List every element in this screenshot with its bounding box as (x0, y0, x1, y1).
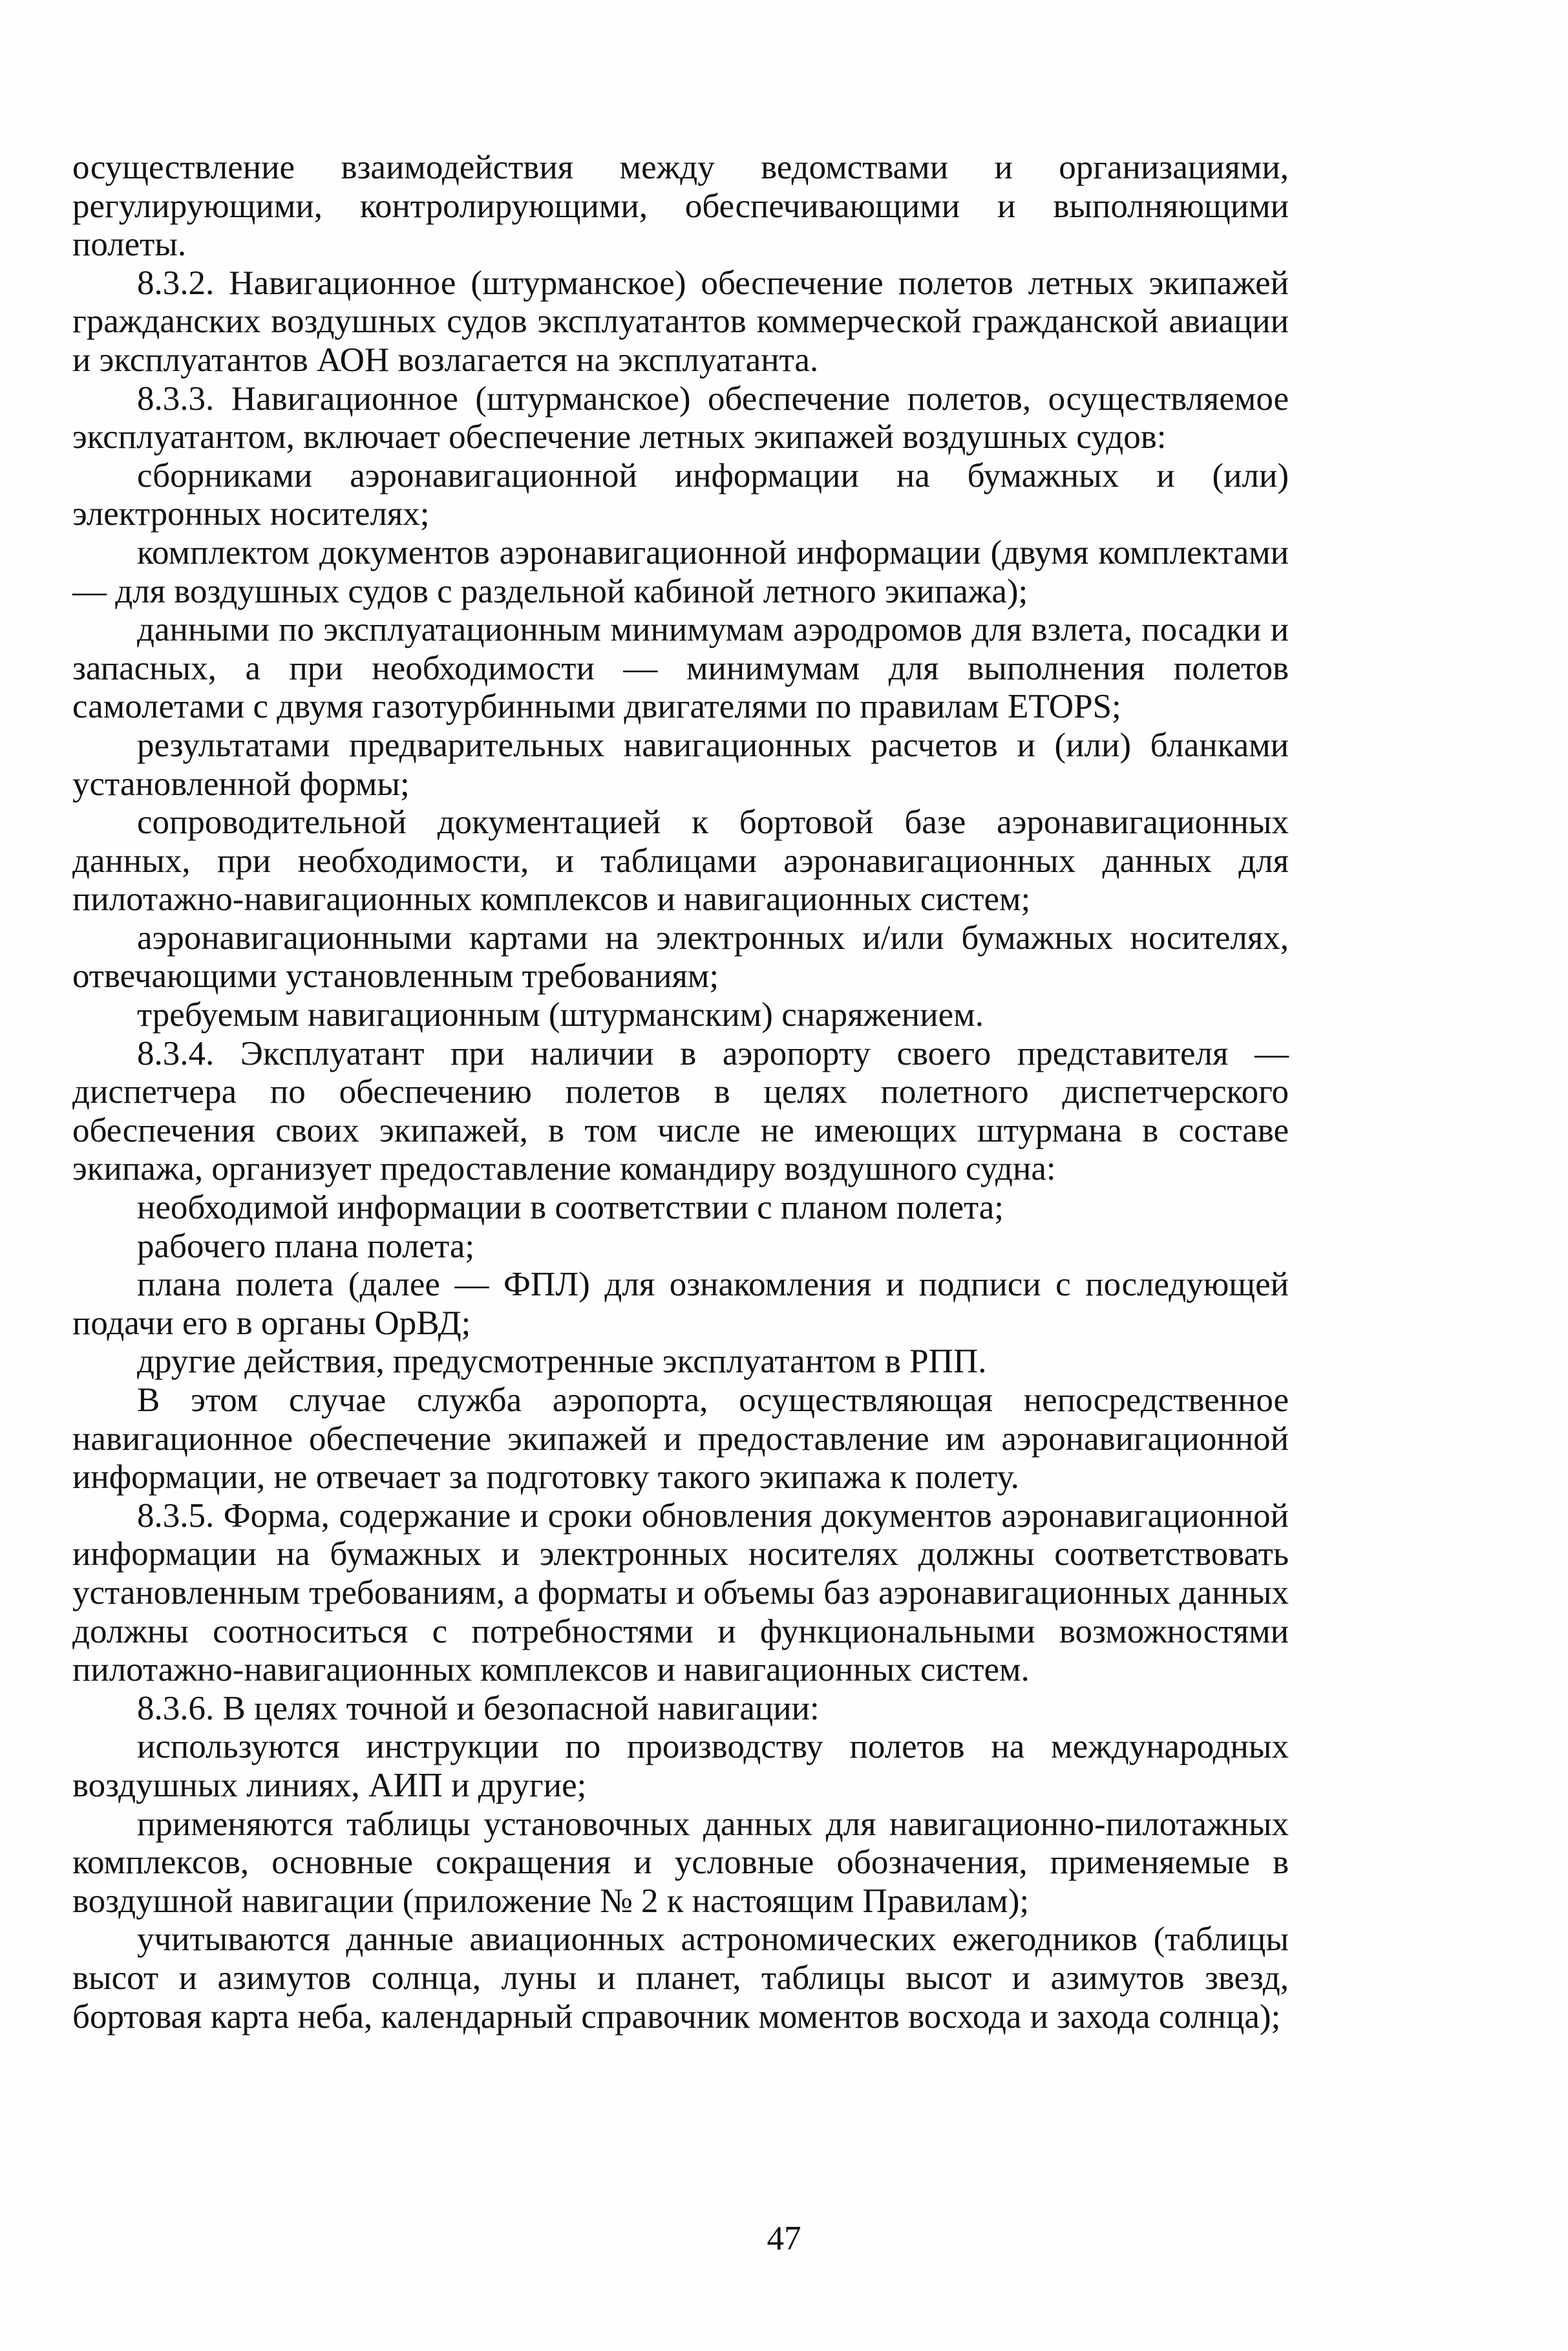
clause-8-3-2: 8.3.2. Навигационное (штурманское) обеспечение полетов летных экипажей гражданских воздушных судов эксплуатантов коммерческой гражданской авиации и эксплуатантов АОН возлагается на эксплуатанта. (72, 264, 1289, 379)
list-item: рабочего плана полета; (137, 1227, 475, 1265)
list-item: данными по эксплуатационным минимумам аэродромов для взлета, посадки и запасных, а при необходимости — минимумам для выполнения полетов самолетами с двумя газотурбинными двигателями по правилам ETOPS; (72, 611, 1289, 726)
list-item: сопроводительной документацией к бортовой базе аэронавигационных данных, при необходимости, и таблицами аэронавигационных данных для пилотажно-навигационных комплексов и навигационных систем; (72, 803, 1289, 919)
paragraph-airport-service: В этом случае служба аэропорта, осуществляющая непосредственное навигационное обеспечение экипажей и предоставление им аэронавигационной информации, не отвечает за подготовку такого экипажа к полету. (72, 1381, 1289, 1496)
clause-8-3-6: 8.3.6. В целях точной и безопасной навигации: (137, 1689, 820, 1727)
list-item: комплектом документов аэронавигационной информации (двумя комплектами — для воздушных судов с раздельной кабиной летного экипажа); (72, 533, 1289, 610)
list-item: используются инструкции по производству полетов на международных воздушных линиях, АИП и другие; (72, 1728, 1289, 1804)
list-item: необходимой информации в соответствии с планом полета; (137, 1189, 1004, 1227)
list-item: аэронавигационными картами на электронных и/или бумажных носителях, отвечающими установленным требованиям; (72, 919, 1289, 995)
body-text (72, 149, 1289, 2036)
list-item: применяются таблицы установочных данных для навигационно-пилотажных комплексов, основные сокращения и условные обозначения, применяемые в воздушной навигации (приложение № 2 к настоящим Правилам); (72, 1805, 1289, 1920)
list-item: результатами предварительных навигационных расчетов и (или) бланками установленной формы; (72, 726, 1289, 803)
list-item: плана полета (далее — ФПЛ) для ознакомления и подписи с последующей подачи его в органы ОрВД; (72, 1266, 1289, 1342)
clause-8-3-5: 8.3.5. Форма, содержание и сроки обновления документов аэронавигационной информации на бумажных и электронных носителях должны соответствовать установленным требованиям, а форматы и объемы баз аэронавигационных данных должны соотноситься с потребностями и функциональными возможностями пилотажно-навигационных комплексов и навигационных систем. (72, 1496, 1289, 1689)
list-item: учитываются данные авиационных астрономических ежегодников (таблицы высот и азимутов солнца, луны и планет, таблицы высот и азимутов звезд, бортовая карта неба, календарный справочник моментов восхода и захода солнца); (72, 1920, 1289, 2036)
clause-8-3-4: 8.3.4. Эксплуатант при наличии в аэропорту своего представителя — диспетчера по обеспечению полетов в целях полетного диспетчерского обеспечения своих экипажей, в том числе не имеющих штурмана в составе экипажа, организует предоставление командиру воздушного судна: (72, 1034, 1289, 1188)
clause-8-3-3: 8.3.3. Навигационное (штурманское) обеспечение полетов, осуществляемое эксплуатантом, включает обеспечение летных экипажей воздушных судов: (72, 379, 1289, 456)
page-number: 47 (767, 2220, 801, 2257)
list-item: требуемым навигационным (штурманским) снаряжением. (137, 996, 984, 1034)
list-item: сборниками аэронавигационной информации на бумажных и (или) электронных носителях; (72, 456, 1289, 533)
paragraph-intro-continuation: осуществление взаимодействия между ведомствами и организациями, регулирующими, контролирующими, обеспечивающими и выполняющими полеты. (72, 149, 1289, 264)
list-item: другие действия, предусмотренные эксплуатантом в РПП. (137, 1343, 987, 1381)
